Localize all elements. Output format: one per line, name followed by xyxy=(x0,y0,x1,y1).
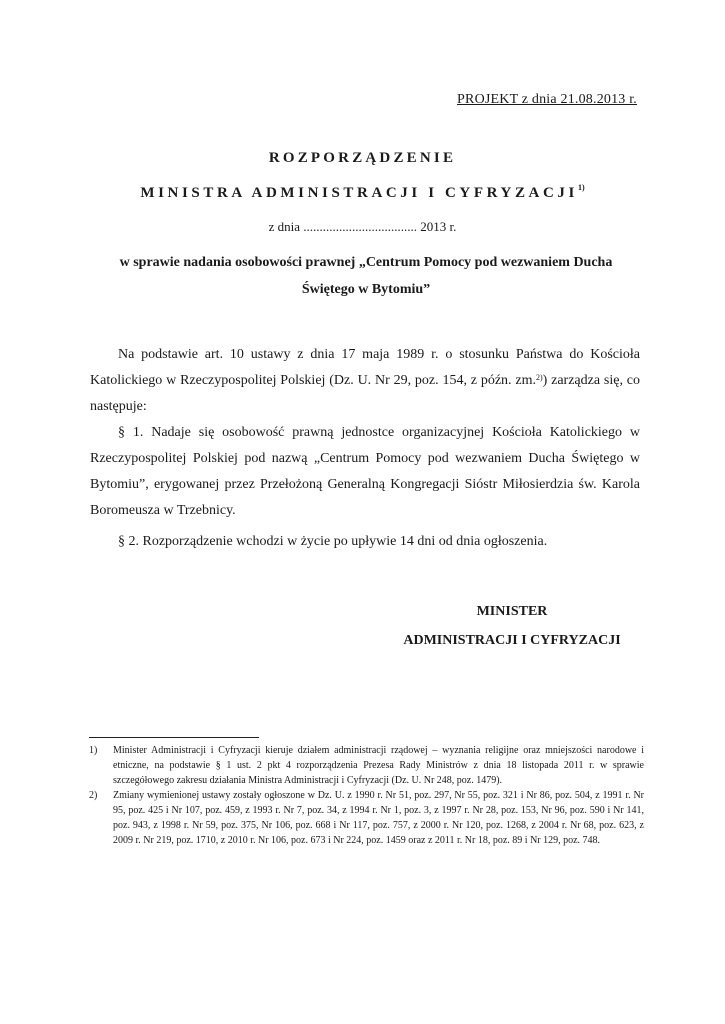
date-line: z dnia ................................... 2013 r. xyxy=(268,219,457,234)
intro-text-start: Na podstawie art. 10 ustawy z dnia 17 maja 1989 r. o stosunku Państwa do Kościoła Katolickiego w Rzeczypospolitej Polskiej (Dz. U. Nr 29, poz. 154, z późn. zm. xyxy=(90,347,640,388)
issuer-footnote-ref: 1) xyxy=(577,183,585,192)
intro-paragraph xyxy=(90,342,640,420)
footnote-text: Zmiany wymienionej ustawy zostały ogłoszone w Dz. U. z 1990 r. Nr 51, poz. 297, Nr 55, poz. 321 i Nr 86, poz. 504, z 1991 r. Nr 95, poz. 425 i Nr 107, poz. 459, z 1993 r. Nr 7, poz. 34, z 1994 r. Nr 1, poz. 3, z 1997 r. Nr 28, poz. 153, Nr 96, poz. 590 i Nr 141, poz. 943, z 1998 r. Nr 59, poz. 375, Nr 106, poz. 668 i Nr 117, poz. 757, z 2000 r. Nr 120, poz. 1268, z 2004 r. Nr 68, poz. 623, z 2009 r. Nr 219, poz. 1710, z 2010 r. Nr 106, poz. 673 i Nr 224, poz. 1459 oraz z 2011 r. Nr 18, poz. 89 i Nr 129, poz. 748. xyxy=(113,790,644,846)
issuer-name: MINISTRA ADMINISTRACJI I CYFRYZACJI xyxy=(140,185,578,201)
intro-footnote-ref: 2) xyxy=(535,373,543,382)
subject-heading: w sprawie nadania osobowości prawnej „Centrum Pomocy pod wezwaniem Ducha Świętego w Bytomiu” xyxy=(119,255,613,297)
section-2-paragraph: § 2. Rozporządzenie wchodzi w życie po upływie 14 dni od dnia ogłoszenia. xyxy=(118,534,548,549)
footnotes xyxy=(89,743,644,848)
footnote-divider xyxy=(89,737,259,738)
signature-office: ADMINISTRACJI I CYFRYZACJI xyxy=(403,633,621,648)
footnote-1 xyxy=(89,743,644,788)
footnote-number: 2) xyxy=(89,790,98,801)
intro-text-end: ) zarządza się, co następuje: xyxy=(90,373,640,414)
footnote-text: Minister Administracji i Cyfryzacji kieruje działem administracji rządowej – wyznania religijne oraz mniejszości narodowe i etniczne, na podstawie § 1 ust. 2 pkt 4 rozporządzenia Prezesa Rady Ministrów z dnia 18 listopada 2011 r. w sprawie szczegółowego zakresu działania Ministra Administracji i Cyfryzacji (Dz. U. Nr 248, poz. 1479). xyxy=(113,745,644,786)
footnote-number: 1) xyxy=(89,745,98,756)
act-type-heading: ROZPORZĄDZENIE xyxy=(268,150,457,166)
project-date-header: PROJEKT z dnia 21.08.2013 r. xyxy=(457,92,637,107)
issuer-heading xyxy=(0,185,725,202)
signature-title: MINISTER xyxy=(476,604,548,619)
footnote-2 xyxy=(89,788,644,848)
section-1-paragraph: § 1. Nadaje się osobowość prawną jednostce organizacyjnej Kościoła Katolickiego w Rzeczypospolitej Polskiej pod nazwą „Centrum Pomocy pod wezwaniem Ducha Świętego w Bytomiu”, erygowanej przez Przełożoną Generalną Kongregacji Sióstr Miłosierdzia św. Karola Boromeusza w Trzebnicy. xyxy=(90,425,640,518)
